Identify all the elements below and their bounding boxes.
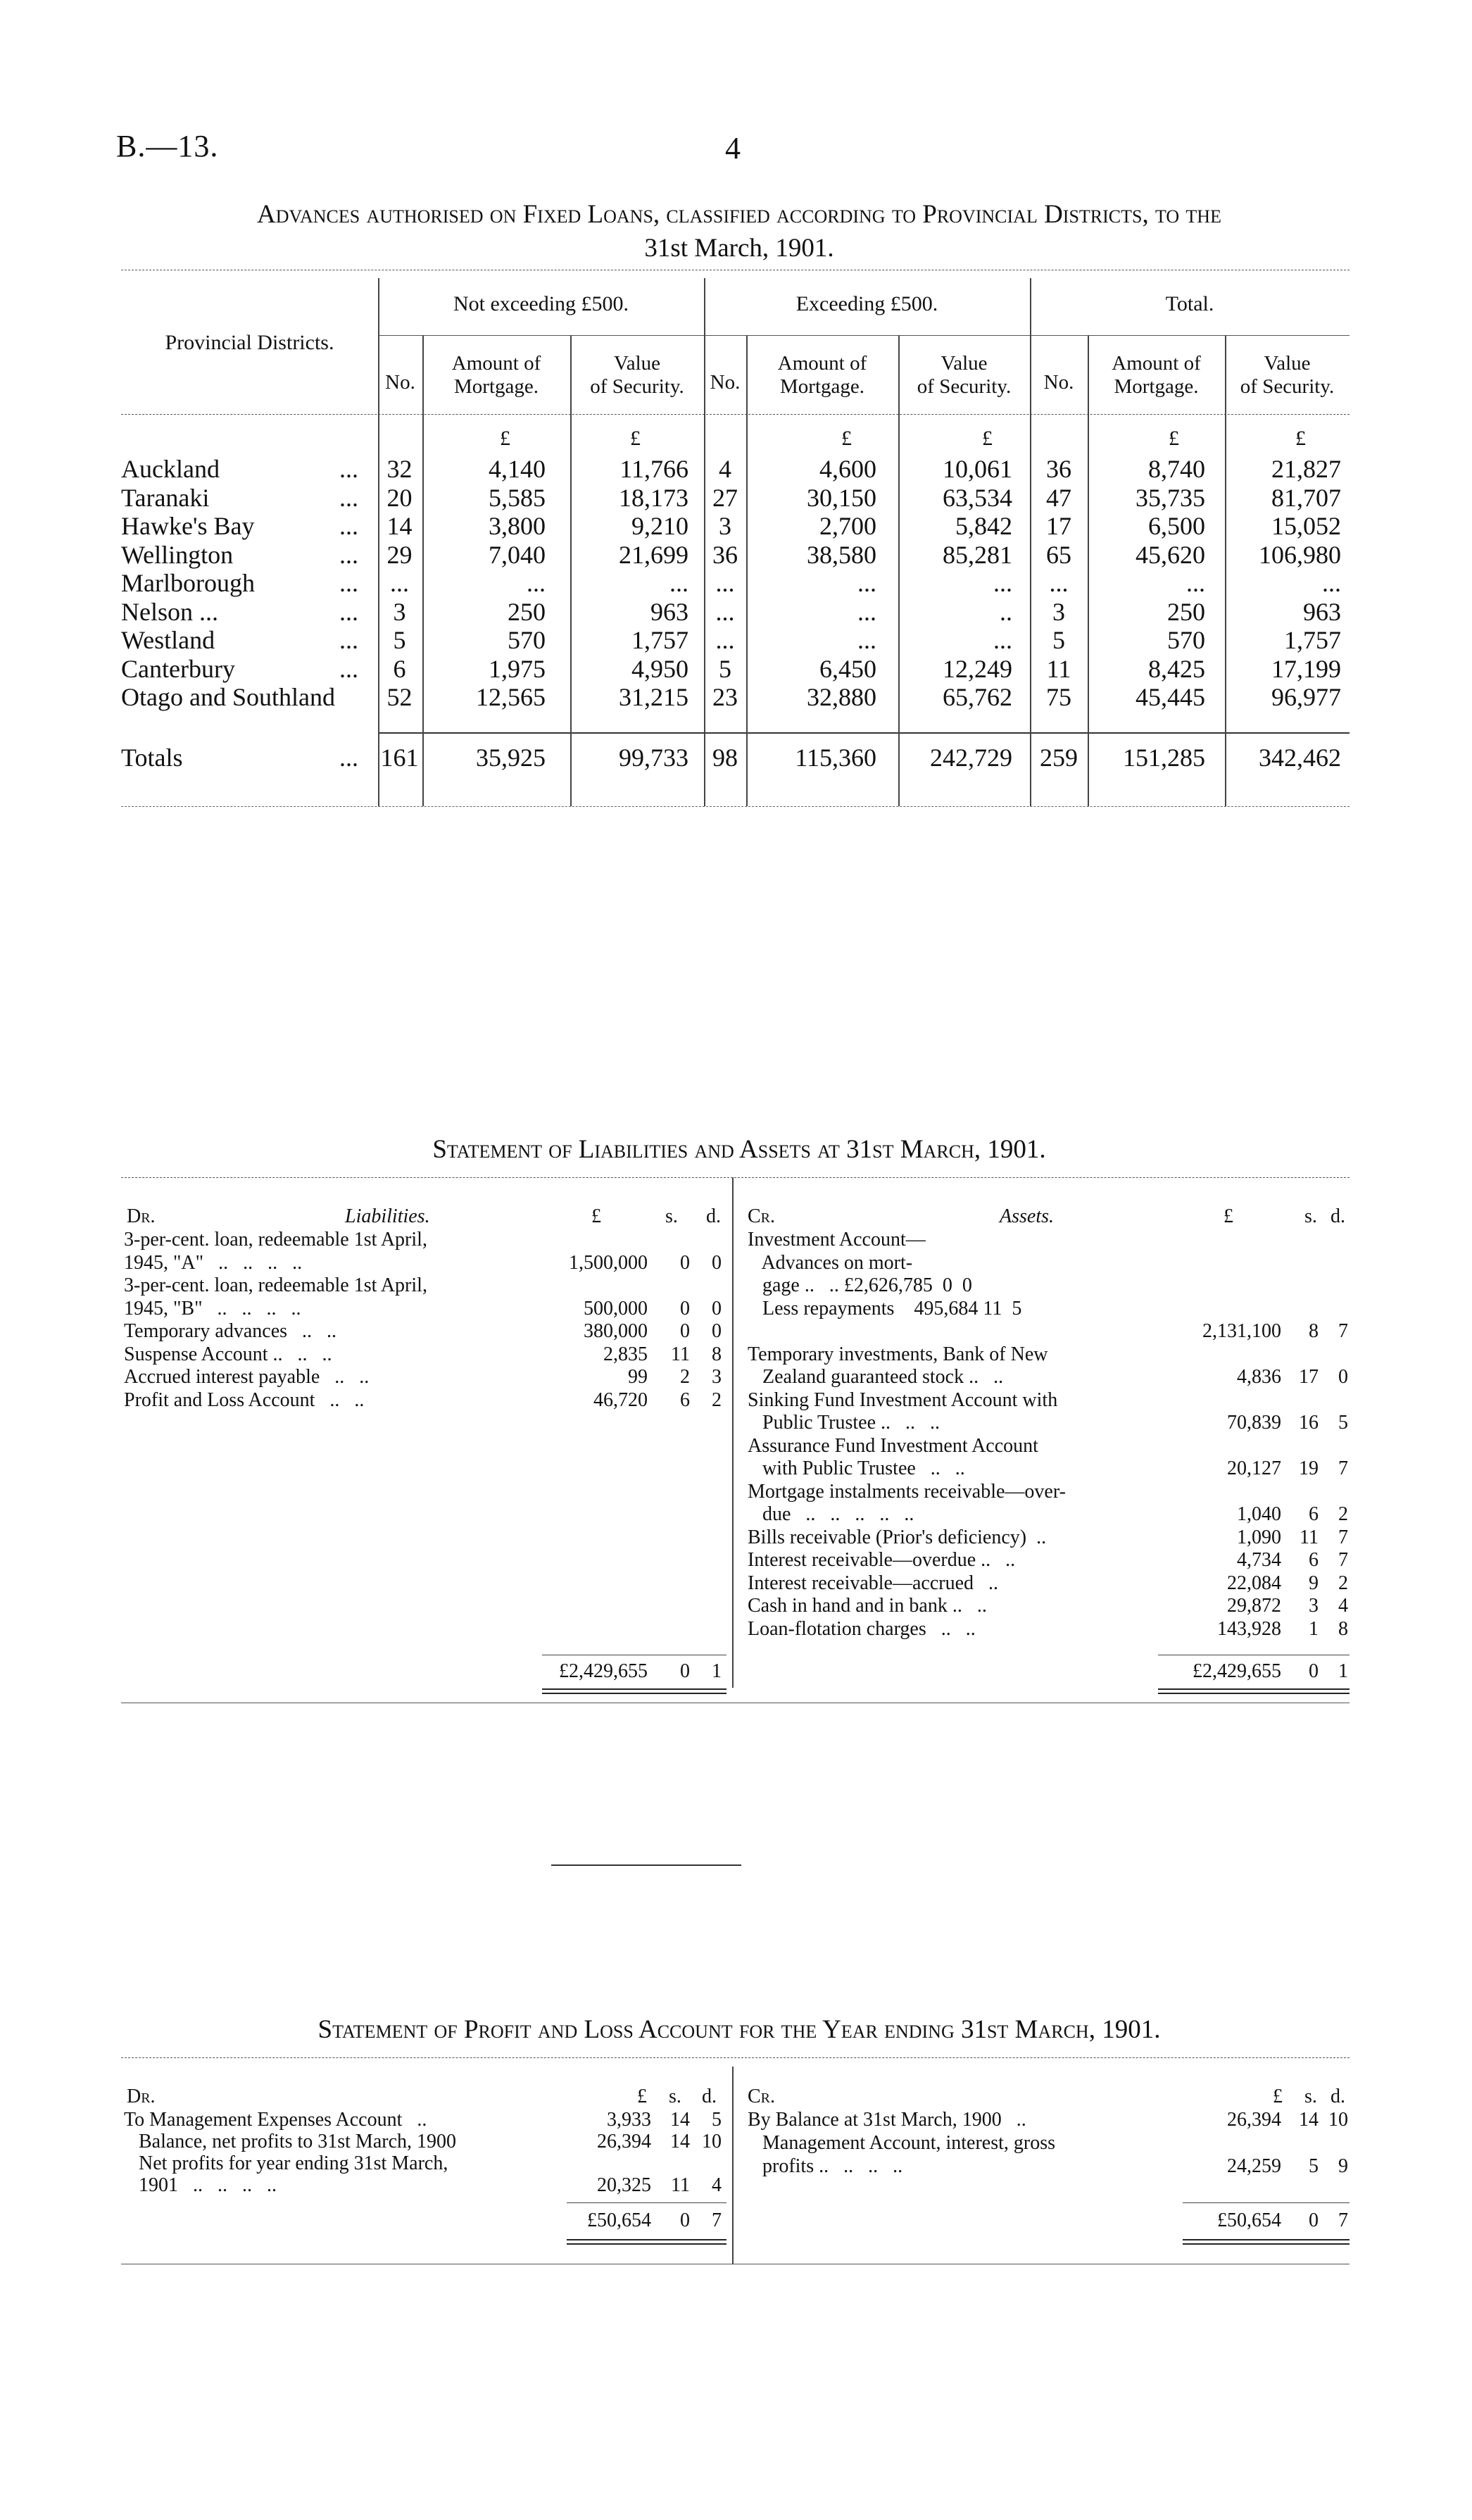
lsd-pound: £ bbox=[1223, 1205, 1233, 1227]
asset-pounds: 70,839 bbox=[1227, 1412, 1281, 1434]
district-name: Otago and Southland bbox=[121, 683, 335, 711]
cell-a3: 45,620 bbox=[1136, 540, 1205, 569]
cell-a1: 3,800 bbox=[489, 512, 546, 540]
pound-sign: £ bbox=[982, 427, 993, 450]
cell-a1: 570 bbox=[508, 626, 546, 654]
pl-right-total-pence: 7 bbox=[1338, 2209, 1348, 2231]
cell-v3: 96,977 bbox=[1271, 683, 1341, 711]
lsd-shillings: s. bbox=[1304, 1205, 1317, 1227]
cell-v1: 4,950 bbox=[631, 654, 688, 683]
pl-debit-pounds: 26,394 bbox=[597, 2131, 651, 2152]
asset-pence: 4 bbox=[1338, 1595, 1348, 1617]
col-amount-header: Amount of bbox=[451, 352, 541, 375]
pl-credit-pounds: 26,394 bbox=[1227, 2109, 1281, 2131]
asset-pence: 8 bbox=[1338, 1617, 1348, 1640]
cell-n3: 259 bbox=[1040, 744, 1078, 772]
header-provincial-districts: Provincial Districts. bbox=[165, 331, 334, 354]
pl-lsd-pence: d. bbox=[702, 2086, 717, 2107]
cell-a2: 2,700 bbox=[819, 512, 876, 540]
liabilities-total-pence: 1 bbox=[712, 1660, 722, 1682]
cell-n1: 161 bbox=[380, 744, 419, 772]
pl-dr-label: Dr. bbox=[127, 2086, 156, 2107]
cell-v3: 17,199 bbox=[1271, 654, 1341, 683]
cell-n1: ... bbox=[390, 569, 409, 597]
asset-line-text: Sinking Fund Investment Account with bbox=[748, 1388, 1058, 1411]
cell-a1: ... bbox=[527, 569, 546, 597]
pl-debit-shillings: 11 bbox=[671, 2174, 690, 2196]
liability-pounds: 1,500,000 bbox=[569, 1251, 648, 1274]
cell-a1: 5,585 bbox=[489, 483, 546, 512]
liability-pounds: 46,720 bbox=[593, 1388, 648, 1411]
asset-line-text: due .. .. .. .. .. bbox=[748, 1503, 914, 1525]
dr-label: Dr. bbox=[127, 1205, 156, 1227]
cell-n2: 98 bbox=[712, 744, 738, 772]
asset-pence: 7 bbox=[1338, 1549, 1348, 1571]
col-amount-header: Mortgage. bbox=[780, 375, 864, 398]
cell-v2: ... bbox=[993, 626, 1012, 654]
asset-shillings: 19 bbox=[1299, 1458, 1319, 1479]
cell-a3: 151,285 bbox=[1123, 744, 1205, 772]
pl-credit-pence: 10 bbox=[1328, 2109, 1348, 2131]
cell-a2: 115,360 bbox=[795, 744, 876, 772]
pound-sign: £ bbox=[630, 427, 641, 450]
liabilities-title-text: Statement of Liabilities and Assets at 31st March, 1901. bbox=[432, 1135, 1046, 1164]
asset-pence: 2 bbox=[1338, 1503, 1348, 1525]
cell-a3: 6,500 bbox=[1148, 512, 1205, 540]
asset-line-text: Temporary investments, Bank of New bbox=[748, 1343, 1048, 1365]
cell-v3: 342,462 bbox=[1259, 744, 1341, 772]
asset-pence: 7 bbox=[1338, 1320, 1348, 1342]
liabilities-total-pounds: £2,429,655 bbox=[559, 1660, 648, 1682]
leader-dots: ... bbox=[339, 512, 358, 540]
cell-n1: 6 bbox=[393, 654, 406, 683]
cell-a3: 250 bbox=[1167, 597, 1205, 626]
asset-line-text: Bills receivable (Prior's deficiency) .. bbox=[748, 1526, 1047, 1548]
cell-n1: 32 bbox=[386, 455, 413, 483]
asset-line-text: Less repayments 495,684 11 5 bbox=[748, 1297, 1022, 1319]
liability-pence: 0 bbox=[712, 1320, 722, 1342]
advances-title-line2: 31st March, 1901. bbox=[644, 234, 834, 263]
cell-n1: 29 bbox=[386, 540, 413, 569]
leader-dots: ... bbox=[339, 455, 358, 483]
liability-shillings: 0 bbox=[680, 1320, 690, 1342]
cell-n3: 3 bbox=[1052, 597, 1065, 626]
cell-n2: 4 bbox=[719, 455, 731, 483]
cell-v1: 9,210 bbox=[631, 512, 688, 540]
leader-dots: ... bbox=[339, 626, 358, 654]
asset-shillings: 3 bbox=[1309, 1595, 1319, 1617]
cell-v1: 963 bbox=[650, 597, 688, 626]
cell-v1: ... bbox=[669, 569, 688, 597]
assets-heading: Assets. bbox=[1000, 1205, 1054, 1227]
cell-a1: 12,565 bbox=[476, 683, 546, 711]
asset-pounds: 22,084 bbox=[1227, 1572, 1281, 1594]
district-name: Auckland bbox=[121, 455, 220, 483]
col-value-header: Value bbox=[941, 352, 988, 375]
asset-pounds: 2,131,100 bbox=[1202, 1320, 1281, 1342]
pl-debit-line-text: Balance, net profits to 31st March, 1900 bbox=[124, 2131, 457, 2152]
asset-pounds: 1,040 bbox=[1237, 1503, 1281, 1525]
cell-n2: 23 bbox=[712, 683, 738, 711]
col-amount-header: Mortgage. bbox=[1114, 375, 1199, 398]
liability-shillings: 0 bbox=[680, 1251, 690, 1274]
cell-v2: 65,762 bbox=[943, 683, 1012, 711]
cell-n3: 75 bbox=[1046, 683, 1071, 711]
pl-credit-pounds: 24,259 bbox=[1227, 2155, 1281, 2177]
cell-n2: 3 bbox=[719, 512, 731, 540]
district-name: Hawke's Bay bbox=[121, 512, 255, 540]
liabilities-heading: Liabilities. bbox=[345, 1205, 430, 1227]
asset-pounds: 4,836 bbox=[1237, 1366, 1281, 1388]
liability-shillings: 2 bbox=[680, 1366, 690, 1388]
pl-debit-pounds: 20,325 bbox=[597, 2174, 651, 2196]
cell-v2: ... bbox=[993, 569, 1012, 597]
cell-a2: 30,150 bbox=[807, 483, 876, 512]
cell-a2: 38,580 bbox=[807, 540, 876, 569]
header-exceeding: Exceeding £500. bbox=[795, 292, 938, 315]
lsd-shillings: s. bbox=[665, 1205, 678, 1227]
liability-pounds: 500,000 bbox=[584, 1297, 648, 1319]
asset-pence: 7 bbox=[1338, 1458, 1348, 1479]
cell-a1: 250 bbox=[508, 597, 546, 626]
pl-cr-label: Cr. bbox=[748, 2086, 776, 2107]
liability-pence: 0 bbox=[712, 1251, 722, 1274]
cell-a3: 8,740 bbox=[1148, 455, 1205, 483]
liability-shillings: 11 bbox=[671, 1343, 690, 1365]
pl-debit-shillings: 14 bbox=[670, 2109, 690, 2131]
cell-v3: 21,827 bbox=[1271, 455, 1341, 483]
col-value-header: of Security. bbox=[1240, 375, 1335, 398]
cell-n3: 65 bbox=[1046, 540, 1071, 569]
lsd-pound: £ bbox=[591, 1205, 601, 1227]
cell-n1: 52 bbox=[386, 683, 413, 711]
cell-n2: 36 bbox=[712, 540, 738, 569]
col-value-header: Value bbox=[613, 352, 661, 375]
liability-pence: 8 bbox=[712, 1343, 722, 1365]
pl-right-total-pounds: £50,654 bbox=[1217, 2209, 1281, 2231]
pl-debit-line-text: 1901 .. .. .. .. bbox=[124, 2174, 277, 2196]
asset-pounds: 143,928 bbox=[1217, 1617, 1281, 1640]
col-value-header: of Security. bbox=[917, 375, 1012, 398]
asset-shillings: 6 bbox=[1309, 1503, 1319, 1525]
header-total: Total. bbox=[1165, 292, 1214, 315]
pl-debit-line-text: Net profits for year ending 31st March, bbox=[124, 2152, 448, 2174]
asset-shillings: 17 bbox=[1299, 1366, 1319, 1388]
col-no-header: No. bbox=[385, 371, 415, 394]
cell-a3: ... bbox=[1186, 569, 1205, 597]
advances-table bbox=[0, 0, 1472, 845]
col-no-header: No. bbox=[710, 371, 741, 394]
cell-v3: 15,052 bbox=[1271, 512, 1341, 540]
liability-shillings: 6 bbox=[680, 1388, 690, 1411]
header-not-exceeding: Not exceeding £500. bbox=[453, 292, 629, 315]
pl-debit-pence: 4 bbox=[712, 2174, 722, 2196]
asset-shillings: 11 bbox=[1300, 1526, 1319, 1548]
liability-pounds: 99 bbox=[628, 1366, 648, 1388]
cell-v3: ... bbox=[1322, 569, 1341, 597]
col-no-header: No. bbox=[1043, 371, 1074, 394]
liability-line-text: Accrued interest payable .. .. bbox=[124, 1366, 370, 1388]
cell-a3: 8,425 bbox=[1148, 654, 1205, 683]
cell-v3: 81,707 bbox=[1271, 483, 1341, 512]
asset-line-text: Loan-flotation charges .. .. bbox=[748, 1617, 976, 1640]
profit-loss-title-text: Statement of Profit and Loss Account for the Year ending 31st March, 1901. bbox=[317, 2015, 1161, 2044]
asset-shillings: 6 bbox=[1309, 1549, 1319, 1571]
district-name: Nelson ... bbox=[121, 597, 218, 626]
asset-line-text: Mortgage instalments receivable—over- bbox=[748, 1480, 1066, 1503]
pl-credit-pence: 9 bbox=[1338, 2155, 1348, 2177]
col-value-header: of Security. bbox=[590, 375, 684, 398]
asset-line-text: Interest receivable—overdue .. .. bbox=[748, 1549, 1016, 1571]
asset-pounds: 4,734 bbox=[1237, 1549, 1281, 1571]
cell-a3: 45,445 bbox=[1136, 683, 1205, 711]
cell-a3: 35,735 bbox=[1136, 483, 1205, 512]
asset-pence: 0 bbox=[1338, 1366, 1348, 1388]
leader-dots: ... bbox=[339, 597, 358, 626]
assets-total-pence: 1 bbox=[1338, 1660, 1348, 1682]
liability-line-text: 1945, "B" .. .. .. .. bbox=[124, 1297, 301, 1319]
document-reference: B.—13. bbox=[116, 129, 219, 163]
advances-title-line1: Advances authorised on Fixed Loans, classified according to Provincial Districts, to the bbox=[257, 200, 1221, 229]
asset-pence: 2 bbox=[1338, 1572, 1348, 1594]
asset-shillings: 16 bbox=[1299, 1412, 1319, 1434]
cell-a2: 32,880 bbox=[807, 683, 876, 711]
cell-a1: 7,040 bbox=[489, 540, 546, 569]
pl-right-total-shillings: 0 bbox=[1309, 2209, 1319, 2231]
pl-debit-pence: 10 bbox=[702, 2131, 722, 2152]
cell-v1: 18,173 bbox=[619, 483, 688, 512]
leader-dots: ... bbox=[339, 483, 358, 512]
cell-v2: .. bbox=[1000, 597, 1012, 626]
liabilities-title bbox=[106, 1134, 1373, 1166]
asset-line-text: with Public Trustee .. .. bbox=[748, 1458, 965, 1479]
cell-n2: ... bbox=[715, 569, 735, 597]
col-amount-header: Mortgage. bbox=[454, 375, 539, 398]
leader-dots: ... bbox=[339, 744, 358, 772]
cell-n3: 11 bbox=[1046, 654, 1071, 683]
cell-a1: 4,140 bbox=[489, 455, 546, 483]
pl-credit-shillings: 14 bbox=[1299, 2109, 1319, 2131]
pl-left-total-pounds: £50,654 bbox=[587, 2209, 651, 2231]
district-name: Wellington bbox=[121, 540, 234, 569]
asset-line-text: Interest receivable—accrued .. bbox=[748, 1572, 999, 1594]
cell-v2: 12,249 bbox=[943, 654, 1012, 683]
pl-lsd-shillings: s. bbox=[669, 2086, 681, 2107]
cell-v2: 85,281 bbox=[943, 540, 1012, 569]
asset-pounds: 29,872 bbox=[1227, 1595, 1281, 1617]
asset-line-text: Cash in hand and in bank .. .. bbox=[748, 1595, 987, 1617]
cell-n2: ... bbox=[715, 626, 735, 654]
district-name: Marlborough bbox=[121, 569, 255, 597]
profit-loss-title bbox=[106, 2014, 1373, 2046]
district-name: Canterbury bbox=[121, 654, 235, 683]
district-name: Westland bbox=[121, 626, 215, 654]
cell-v1: 11,766 bbox=[619, 455, 688, 483]
liability-line-text: Profit and Loss Account .. .. bbox=[124, 1388, 365, 1411]
cell-v2: 63,534 bbox=[943, 483, 1012, 512]
asset-line-text: Public Trustee .. .. .. bbox=[748, 1412, 941, 1434]
district-name: Totals bbox=[121, 744, 183, 772]
pl-debit-pounds: 3,933 bbox=[607, 2109, 651, 2131]
lsd-pence: d. bbox=[706, 1205, 721, 1227]
pl-lsd-pence: d. bbox=[1331, 2086, 1345, 2107]
cell-a2: ... bbox=[857, 597, 876, 626]
cell-n3: 36 bbox=[1046, 455, 1071, 483]
district-name: Taranaki bbox=[121, 483, 210, 512]
cell-n2: ... bbox=[715, 597, 735, 626]
liability-pence: 0 bbox=[712, 1297, 722, 1319]
pl-credit-line-text: Management Account, interest, gross bbox=[748, 2132, 1056, 2154]
liability-line-text: Suspense Account .. .. .. bbox=[124, 1343, 332, 1365]
pound-sign: £ bbox=[841, 427, 852, 450]
cell-v1: 31,215 bbox=[619, 683, 688, 711]
pl-credit-shillings: 5 bbox=[1309, 2155, 1319, 2177]
pl-debit-line-text: To Management Expenses Account .. bbox=[124, 2109, 427, 2131]
asset-shillings: 9 bbox=[1309, 1572, 1319, 1594]
pl-debit-shillings: 14 bbox=[670, 2131, 690, 2152]
col-value-header: Value bbox=[1264, 352, 1311, 375]
liability-pounds: 2,835 bbox=[603, 1343, 648, 1365]
cell-v2: 10,061 bbox=[943, 455, 1012, 483]
cell-n1: 14 bbox=[386, 512, 413, 540]
pl-left-total-shillings: 0 bbox=[680, 2209, 690, 2231]
liability-line-text: Temporary advances .. .. bbox=[124, 1320, 337, 1342]
pl-lsd-shillings: s. bbox=[1304, 2086, 1317, 2107]
lsd-pence: d. bbox=[1331, 1205, 1345, 1227]
asset-line-text: Assurance Fund Investment Account bbox=[748, 1434, 1038, 1457]
liability-shillings: 0 bbox=[680, 1297, 690, 1319]
cell-v2: 242,729 bbox=[930, 744, 1012, 772]
liability-pence: 2 bbox=[712, 1388, 722, 1411]
leader-dots: ... bbox=[339, 540, 358, 569]
asset-shillings: 1 bbox=[1309, 1617, 1319, 1640]
asset-line-text: Investment Account— bbox=[748, 1229, 926, 1250]
asset-line-text: gage .. .. £2,626,785 0 0 bbox=[748, 1274, 972, 1296]
asset-pence: 5 bbox=[1338, 1412, 1348, 1434]
asset-line-text: Advances on mort- bbox=[748, 1251, 913, 1274]
liability-pence: 3 bbox=[712, 1366, 722, 1388]
cell-a2: 4,600 bbox=[819, 455, 876, 483]
pl-credit-line-text: profits .. .. .. .. bbox=[748, 2155, 903, 2177]
cell-a2: ... bbox=[857, 626, 876, 654]
cell-n1: 20 bbox=[386, 483, 413, 512]
assets-total-pounds: £2,429,655 bbox=[1193, 1660, 1281, 1682]
leader-dots: ... bbox=[339, 654, 358, 683]
leader-dots: ... bbox=[339, 569, 358, 597]
cr-label: Cr. bbox=[748, 1205, 776, 1227]
pl-lsd-pound: £ bbox=[637, 2086, 647, 2107]
pound-sign: £ bbox=[500, 427, 510, 450]
cell-a1: 1,975 bbox=[489, 654, 546, 683]
cell-v1: 21,699 bbox=[619, 540, 688, 569]
cell-n3: ... bbox=[1049, 569, 1069, 597]
asset-pounds: 20,127 bbox=[1227, 1458, 1281, 1479]
cell-v2: 5,842 bbox=[955, 512, 1012, 540]
liability-line-text: 1945, "A" .. .. .. .. bbox=[124, 1251, 303, 1274]
cell-a2: 6,450 bbox=[819, 654, 876, 683]
cell-a3: 570 bbox=[1167, 626, 1205, 654]
cell-v1: 1,757 bbox=[631, 626, 688, 654]
pl-lsd-pound: £ bbox=[1273, 2086, 1283, 2107]
cell-a1: 35,925 bbox=[476, 744, 546, 772]
cell-v3: 106,980 bbox=[1259, 540, 1341, 569]
liability-line-text: 3-per-cent. loan, redeemable 1st April, bbox=[124, 1229, 427, 1250]
pound-sign: £ bbox=[1169, 427, 1179, 450]
cell-n3: 5 bbox=[1052, 626, 1065, 654]
cell-n1: 3 bbox=[393, 597, 406, 626]
asset-line-text: Zealand guaranteed stock .. .. bbox=[748, 1366, 1004, 1388]
asset-pounds: 1,090 bbox=[1237, 1526, 1281, 1548]
pound-sign: £ bbox=[1295, 427, 1306, 450]
cell-v1: 99,733 bbox=[619, 744, 688, 772]
pl-left-total-pence: 7 bbox=[712, 2209, 722, 2231]
cell-n2: 27 bbox=[712, 483, 738, 512]
asset-pence: 7 bbox=[1338, 1526, 1348, 1548]
cell-v3: 963 bbox=[1303, 597, 1341, 626]
liabilities-total-shillings: 0 bbox=[680, 1660, 690, 1682]
cell-n3: 17 bbox=[1046, 512, 1071, 540]
pl-credit-line-text: By Balance at 31st March, 1900 .. bbox=[748, 2109, 1026, 2131]
cell-v3: 1,757 bbox=[1284, 626, 1341, 654]
pl-debit-pence: 5 bbox=[712, 2109, 722, 2131]
assets-total-shillings: 0 bbox=[1309, 1660, 1319, 1682]
asset-shillings: 8 bbox=[1309, 1320, 1319, 1342]
col-amount-header: Amount of bbox=[1112, 352, 1201, 375]
cell-n2: 5 bbox=[719, 654, 731, 683]
cell-n3: 47 bbox=[1046, 483, 1071, 512]
page-number: 4 bbox=[725, 131, 741, 165]
liability-pounds: 380,000 bbox=[584, 1320, 648, 1342]
liability-line-text: 3-per-cent. loan, redeemable 1st April, bbox=[124, 1274, 427, 1296]
col-amount-header: Amount of bbox=[777, 352, 867, 375]
cell-n1: 5 bbox=[393, 626, 406, 654]
cell-a2: ... bbox=[857, 569, 876, 597]
